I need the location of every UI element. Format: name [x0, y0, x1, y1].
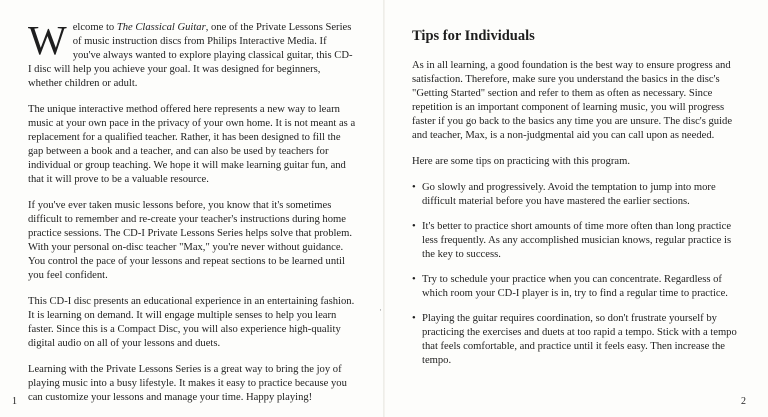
body-paragraph: Here are some tips on practicing with this program.: [412, 156, 630, 167]
bullet-icon: •: [412, 221, 416, 232]
bullet-icon: •: [412, 313, 416, 324]
tip-text: It's better to practice short amounts of time more often than long practice less frequently. As any accomplished musician knows, regular practice is the key to success.: [422, 221, 732, 260]
center-mark: ·: [379, 305, 382, 315]
body-paragraph: This CD-I disc presents an educational experience in an entertaining fashion. It is learning on demand. It will engage multiple senses to help you learn faster. Since this is a Compact Disc, you will also experience high-quality digital audio on all of your lessons and duets.: [28, 296, 355, 349]
body-paragraph: If you've ever taken music lessons before, you know that it's sometimes difficult to remember and re-create your teacher's instructions during home practice sessions. The CD-I Private Lessons Series helps solve that problem. With your personal on-disc teacher "Max," you're never without guidance. You control the pace of your lessons and repeat sections to be learned until you feel confident.: [28, 200, 353, 281]
bullet-icon: •: [412, 274, 416, 285]
tip-text: Go slowly and progressively. Avoid the temptation to jump into more difficult material before you have mastered the earlier sections.: [422, 182, 716, 207]
intro-text-start: elcome to: [72, 22, 117, 33]
right-page: [384, 0, 768, 417]
list-item: [412, 181, 738, 209]
list-item: [412, 273, 738, 301]
product-title: The Classical Guitar: [116, 22, 206, 33]
list-item: [412, 312, 738, 368]
body-paragraph: The unique interactive method offered here represents a new way to learn music at your own pace in the privacy of your own home. It is not meant as a replacement for a qualified teacher. Rather, it has been designed to fill the gap between a book and a teacher, and can also be used by teachers for individual or group teaching. We hope it will make learning guitar fun, and that it will prove to be a valuable resource.: [28, 104, 356, 185]
body-paragraph: Learning with the Private Lessons Series is a great way to bring the joy of playing music into a busy lifestyle. It makes it easy to practice because you can customize your lessons and manage your time. Happy playing!: [28, 364, 347, 403]
drop-cap: W: [28, 17, 67, 63]
tips-list: [412, 181, 738, 368]
section-heading: Tips for Individuals: [412, 28, 535, 44]
body-paragraph: As in all learning, a good foundation is the best way to ensure progress and satisfaction. Therefore, make sure you understand the basics in the disc's "Getting Started" section and refer to them as often as necessary. Since repetition is an important component of learning music, you will progress faster if you go back to the basics any time you are unsure. The disc's guide and teacher, Max, is a non-judgmental aid you can call upon as needed.: [412, 60, 733, 141]
list-item: [412, 220, 738, 262]
page-number: 1: [12, 396, 17, 407]
intro-text-rest: , one of the Private Lessons Series of music instruction discs from Philips Interactive Media. If you've always wanted to explore playing classical guitar, this CD-I disc will help you achieve your goal. It was designed for beginners, whether children or adult.: [28, 22, 353, 89]
bullet-icon: •: [412, 182, 416, 193]
tip-text: Try to schedule your practice when you can concentrate. Regardless of which room your CD-I player is in, try to find a regular time to practice.: [422, 274, 728, 299]
page-number: 2: [741, 396, 746, 407]
intro-paragraph: [28, 17, 356, 91]
tip-text: Playing the guitar requires coordination, so don't frustrate yourself by practicing the exercises and duets at too rapid a tempo. Stick with a tempo that feels comfortable, and practice until it feels easy. Then increase the tempo.: [422, 313, 737, 366]
